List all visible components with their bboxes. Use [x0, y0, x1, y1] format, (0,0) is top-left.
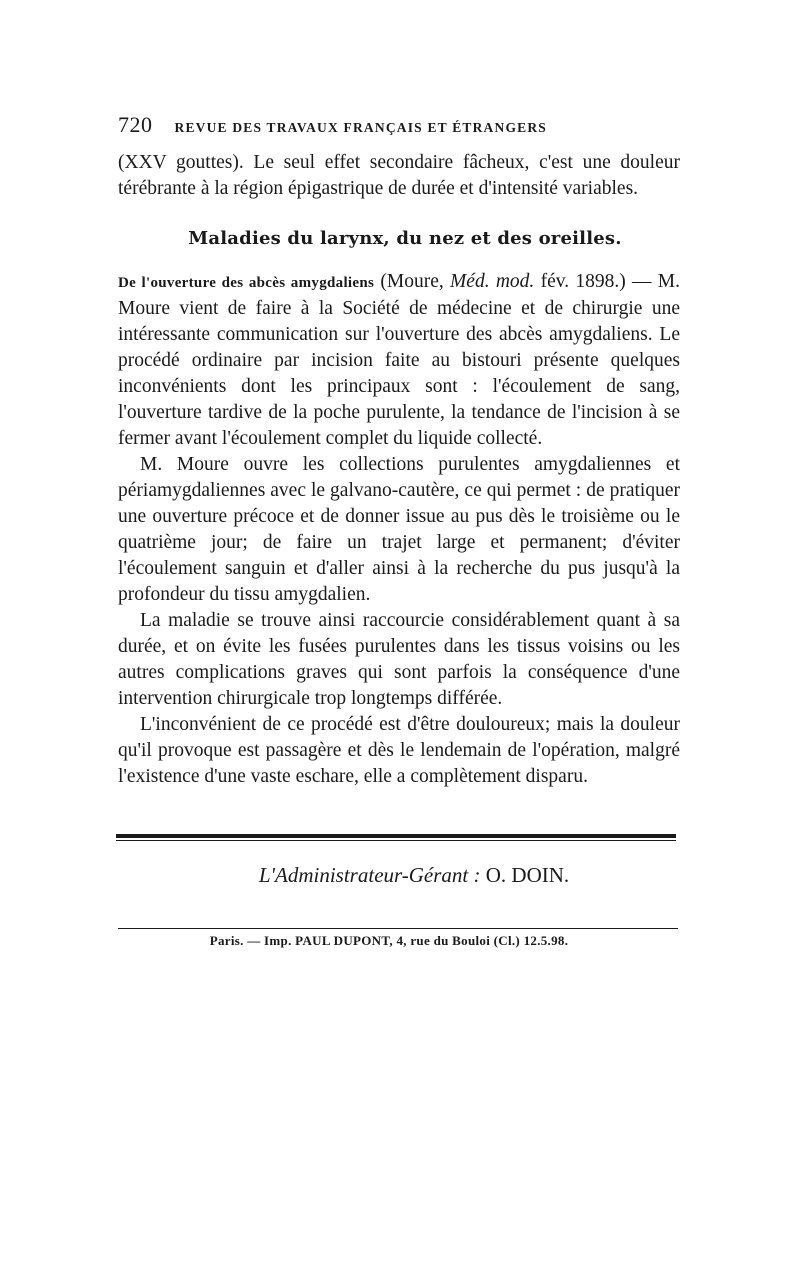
signature-name: O. DOIN.	[480, 863, 570, 887]
continuation-paragraph: (XXV gouttes). Le seul effet secondaire fâcheux, c'est une douleur térébrante à la région épigastrique de durée et d'intensité variables.	[118, 152, 680, 199]
article-paragraph: La maladie se trouve ainsi raccourcie considérablement quant à sa durée, et on évite les fusées purulentes dans les tissus voisins ou les autres complications graves qui sont parfois la conséquence d'une intervention chirurgicale trop longtemps différée.	[118, 610, 680, 709]
signature-role: L'Administrateur-Gérant :	[258, 863, 481, 887]
running-title: REVUE DES TRAVAUX FRANÇAIS ET ÉTRANGERS	[174, 120, 548, 135]
article-ref-rest: fév. 1898.) — M. Moure vient de faire à la Société de médecine et de chirurgie une intéressante communication sur l'ouverture des abcès amygdaliens. Le procédé ordinaire par incision faite au bistouri présente quelques inconvénients dont les principaux sont : l'écoulement de sang, l'ouverture tardive de la poche purulente, la tendance de l'incision à se fermer avant l'écoulement complet du liquide collecté.	[118, 271, 681, 449]
closing-rule-thin	[116, 840, 676, 841]
section-heading: Maladies du larynx, du nez et des oreilles.	[188, 228, 622, 249]
closing-rule	[116, 834, 676, 841]
article-lead-paragraph	[118, 269, 680, 452]
running-head	[118, 112, 680, 142]
page-number: 720	[118, 112, 153, 137]
article-paragraph: M. Moure ouvre les collections purulentes amygdaliennes et périamygdaliennes avec le galvano-cautère, ce qui permet : de pratiquer une ouverture précoce et de donner issue au pus dès le troisième ou le quatrième jour; de faire un trajet large et permanent; d'éviter l'écoulement sanguin et d'aller ainsi à la recherche du pus jusqu'à la profondeur du tissu amygdalien.	[118, 454, 680, 605]
closing-rule-thick	[116, 834, 676, 838]
article-ref-journal: Méd. mod.	[450, 271, 535, 292]
printer-imprint: Paris. — Imp. PAUL DUPONT, 4, rue du Bouloi (Cl.) 12.5.98.	[209, 933, 569, 948]
document-page	[118, 112, 680, 949]
article-title: De l'ouverture des abcès amygdaliens	[118, 275, 375, 291]
article-ref-open: (Moure,	[374, 271, 451, 292]
article-paragraph: L'inconvénient de ce procédé est d'être douloureux; mais la douleur qu'il provoque est passagère et dès le lendemain de l'opération, malgré l'existence d'une vaste eschare, elle a complètement disparu.	[118, 714, 680, 787]
footer-rule	[118, 928, 678, 929]
signature	[118, 863, 680, 888]
